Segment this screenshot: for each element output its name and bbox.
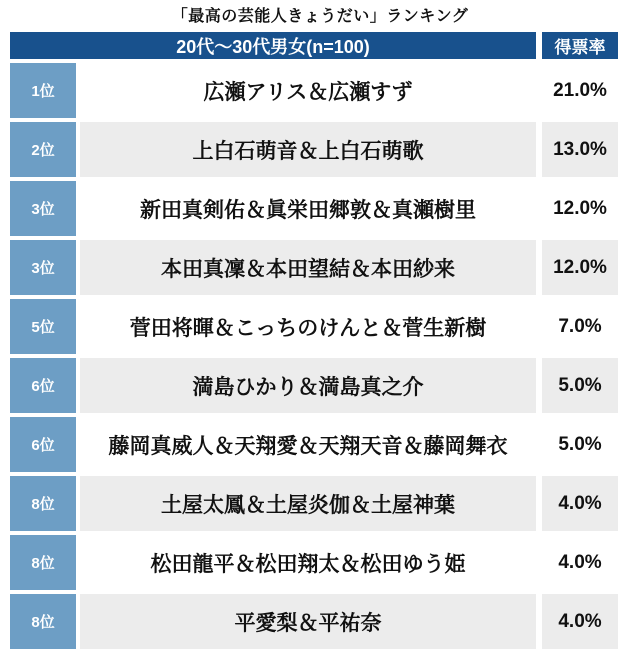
rank-cell: 3位 (10, 240, 76, 295)
names-cell: 土屋太鳳＆土屋炎伽＆土屋神葉 (80, 476, 536, 531)
rate-cell: 12.0% (542, 240, 618, 295)
rate-cell: 7.0% (542, 299, 618, 354)
names-cell: 平愛梨＆平祐奈 (80, 594, 536, 649)
table-header-row (10, 32, 618, 59)
rate-cell: 4.0% (542, 476, 618, 531)
rate-cell: 4.0% (542, 594, 618, 649)
rank-cell: 6位 (10, 358, 76, 413)
table-row (10, 358, 618, 413)
rank-cell: 5位 (10, 299, 76, 354)
table-row (10, 63, 618, 118)
rank-cell: 6位 (10, 417, 76, 472)
rate-cell: 5.0% (542, 358, 618, 413)
table-row (10, 594, 618, 649)
names-cell: 満島ひかり＆満島真之介 (80, 358, 536, 413)
rate-cell: 13.0% (542, 122, 618, 177)
names-cell: 松田龍平＆松田翔太＆松田ゆう姫 (80, 535, 536, 590)
table-row (10, 181, 618, 236)
names-cell: 菅田将暉＆こっちのけんと＆菅生新樹 (80, 299, 536, 354)
rate-cell: 4.0% (542, 535, 618, 590)
table-row (10, 417, 618, 472)
rank-cell: 8位 (10, 476, 76, 531)
page-title: 「最高の芸能人きょうだい」ランキング (171, 8, 469, 25)
ranking-table (10, 32, 618, 653)
rate-cell: 5.0% (542, 417, 618, 472)
names-cell: 本田真凜＆本田望結＆本田紗来 (80, 240, 536, 295)
header-group-cell: 20代〜30代男女(n=100) (10, 32, 536, 59)
names-cell: 藤岡真威人＆天翔愛＆天翔天音＆藤岡舞衣 (80, 417, 536, 472)
names-cell: 広瀬アリス＆広瀬すず (80, 63, 536, 118)
table-row (10, 299, 618, 354)
table-row (10, 535, 618, 590)
table-row (10, 240, 618, 295)
rank-cell: 3位 (10, 181, 76, 236)
rank-cell: 2位 (10, 122, 76, 177)
rate-cell: 12.0% (542, 181, 618, 236)
rank-cell: 1位 (10, 63, 76, 118)
names-cell: 新田真剣佑＆眞栄田郷敦＆真瀬樹里 (80, 181, 536, 236)
table-row (10, 122, 618, 177)
table-row (10, 476, 618, 531)
names-cell: 上白石萌音＆上白石萌歌 (80, 122, 536, 177)
header-rate-cell: 得票率 (542, 32, 618, 59)
rate-cell: 21.0% (542, 63, 618, 118)
rank-cell: 8位 (10, 535, 76, 590)
rank-cell: 8位 (10, 594, 76, 649)
